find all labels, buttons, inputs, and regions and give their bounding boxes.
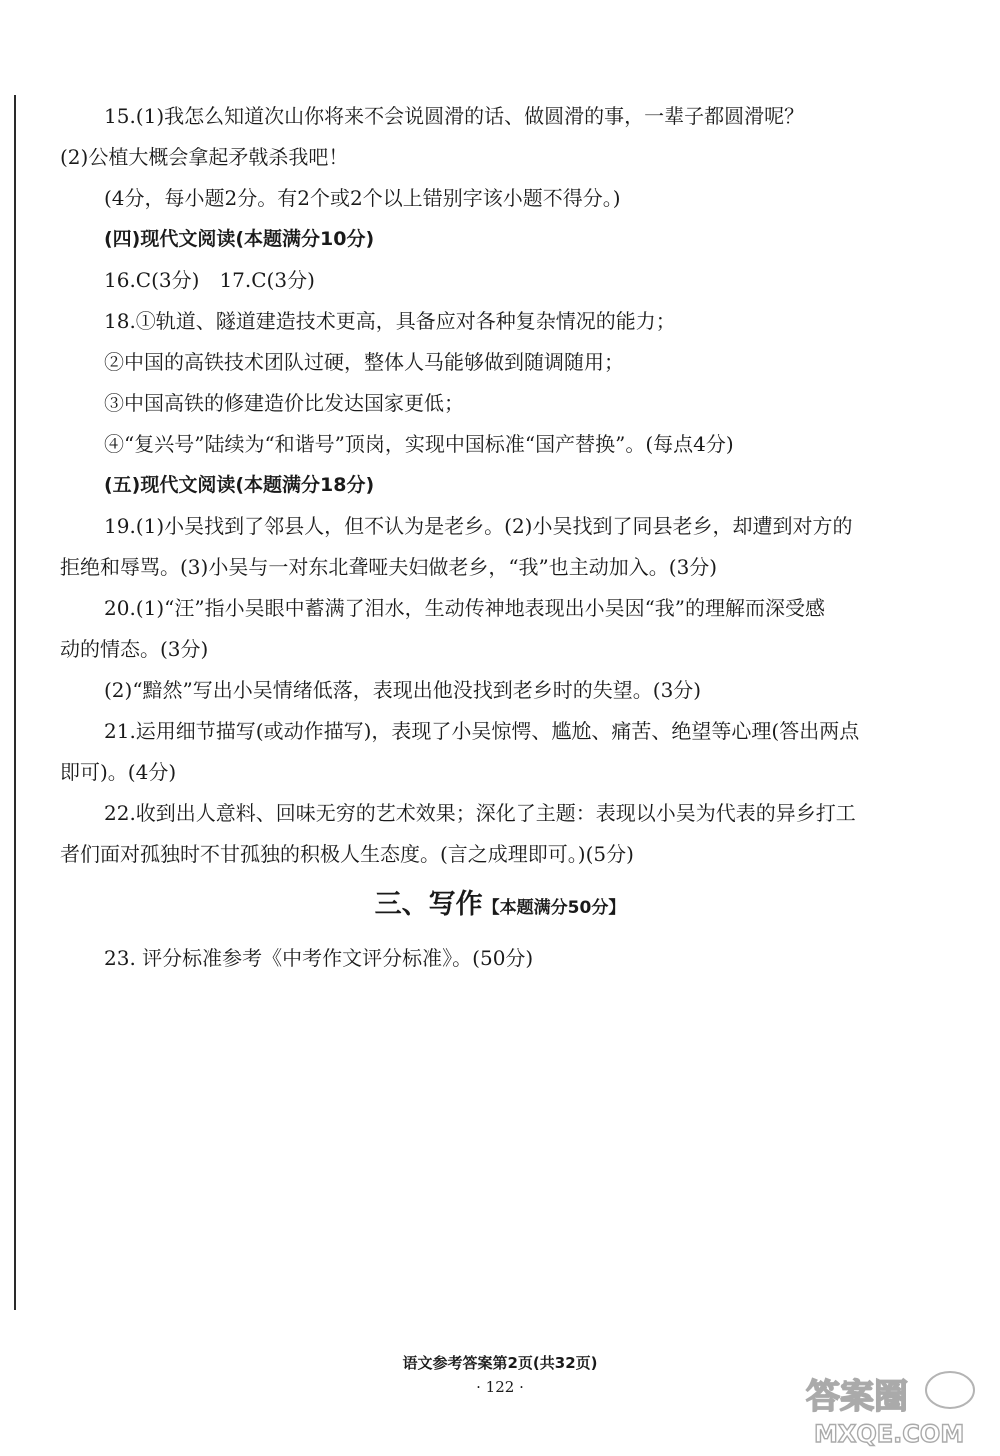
answer-line-q19-2: 拒绝和辱骂。(3)小吴与一对东北聋哑夫妇做老乡，“我”也主动加入。(3分) <box>60 555 718 579</box>
answer-line-q20-1: 20.(1)“汪”指小吴眼中蓄满了泪水，生动传神地表现出小吴因“我”的理解而深受感 <box>104 596 826 620</box>
answer-line-q20-2: 动的情态。(3分) <box>60 637 209 661</box>
answer-line-q21-2: 即可)。(4分) <box>60 760 177 784</box>
writing-score-text: 【本题满分50分】 <box>482 898 626 918</box>
answer-line-q19-1: 19.(1)小吴找到了邻县人，但不认为是老乡。(2)小吴找到了同县老乡，却遭到对方的 <box>104 514 853 538</box>
answer-line-q15-score: (4分，每小题2分。有2个或2个以上错别字该小题不得分。) <box>104 186 621 210</box>
answer-line-q16-17: 16.C(3分) 17.C(3分) <box>104 268 315 292</box>
section-heading-4: (四)现代文阅读(本题满分10分) <box>104 228 375 250</box>
binding-margin-line <box>14 95 16 1310</box>
answer-line-q22-2: 者们面对孤独时不甘孤独的积极人生态度。(言之成理即可。)(5分) <box>60 842 634 866</box>
answer-line-q22-1: 22.收到出人意料、回味无穷的艺术效果；深化了主题：表现以小吴为代表的异乡打工 <box>104 801 856 825</box>
writing-section-title <box>0 882 1000 921</box>
writing-title-text: 三、写作 <box>374 889 483 920</box>
watermark-bottom-text: MXQE.COM <box>814 1420 965 1448</box>
watermark-logo-icon <box>800 1368 978 1448</box>
answer-line-q15-2: (2)公植大概会拿起矛戟杀我吧！ <box>60 145 349 169</box>
answer-content <box>60 96 940 875</box>
section-heading-5: (五)现代文阅读(本题满分18分) <box>104 474 375 496</box>
answer-line-q21-1: 21.运用细节描写(或动作描写)，表现了小吴惊愕、尴尬、痛苦、绝望等心理(答出两点 <box>104 719 860 743</box>
answer-line-q23: 23. 评分标准参考《中考作文评分标准》。(50分) <box>104 946 534 970</box>
page-footer-label: 语文参考答案第2页(共32页) <box>402 1354 598 1372</box>
answer-line-q18-2: ②中国的高铁技术团队过硬，整体人马能够做到随调随用； <box>104 350 624 374</box>
answer-line-q18-3: ③中国高铁的修建造价比发达国家更低； <box>104 391 464 415</box>
page-number: · 122 · <box>476 1378 524 1396</box>
answer-line-q20-3: (2)“黯然”写出小吴情绪低落，表现出他没找到老乡时的失望。(3分) <box>104 678 702 702</box>
watermark-top-text: 答案圈 <box>806 1377 908 1417</box>
answer-line-q18-4: ④“复兴号”陆续为“和谐号”顶岗，实现中国标准“国产替换”。(每点4分) <box>104 432 734 456</box>
answer-line-q15-1: 15.(1)我怎么知道次山你将来不会说圆滑的话、做圆滑的事，一辈子都圆滑呢？ <box>104 104 805 128</box>
answer-line-q18-1: 18.①轨道、隧道建造技术更高，具备应对各种复杂情况的能力； <box>104 309 676 333</box>
